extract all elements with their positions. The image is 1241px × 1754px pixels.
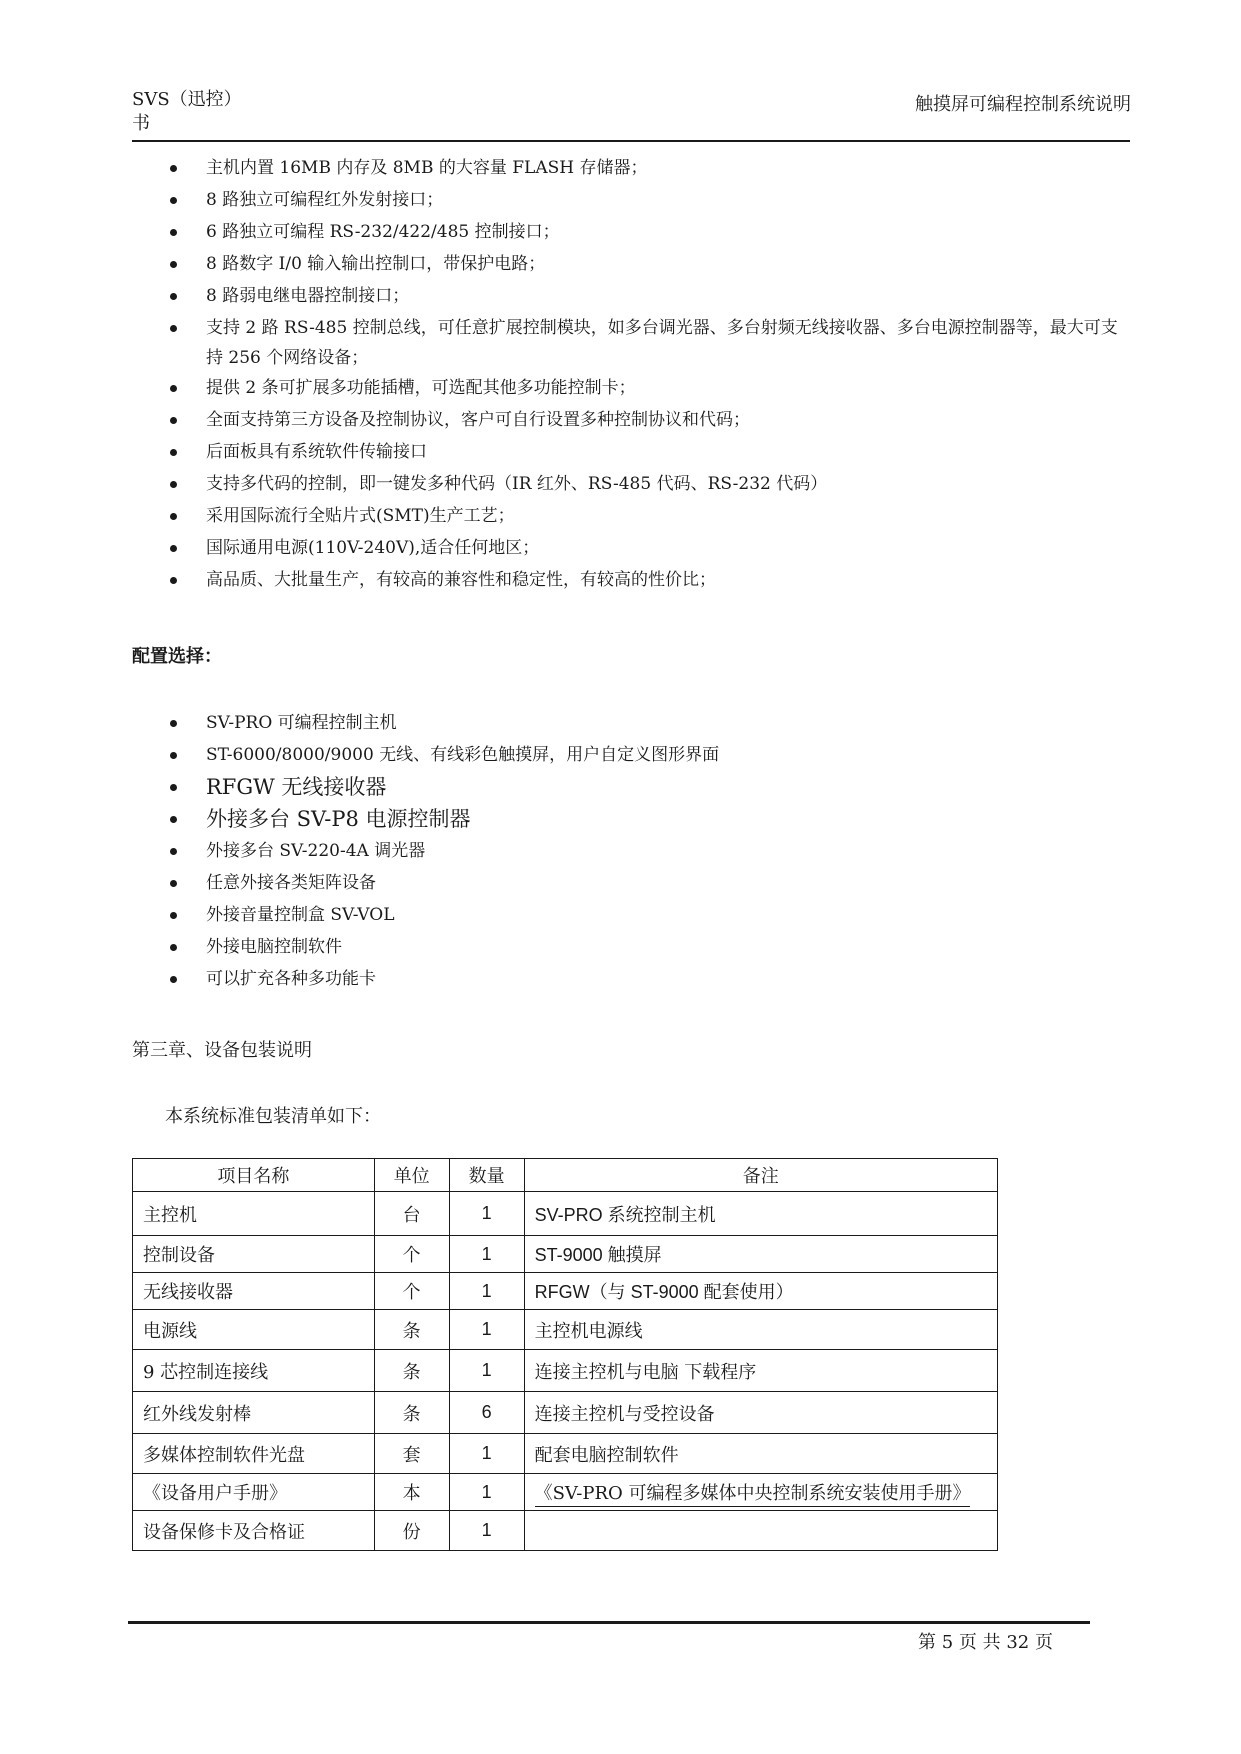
cell-name: 设备保修卡及合格证 [133, 1511, 375, 1551]
list-item: 外接多台 SV-220-4A 调光器 [166, 835, 719, 867]
cell-unit: 份 [374, 1511, 449, 1551]
cell-unit: 条 [374, 1310, 449, 1350]
config-title: 配置选择： [132, 646, 222, 667]
cell-qty: 1 [449, 1434, 524, 1474]
cell-unit: 条 [374, 1350, 449, 1392]
list-item: 外接多台 SV-P8 电源控制器 [166, 803, 719, 835]
cell-remark: SV-PRO 系统控制主机 [524, 1192, 997, 1236]
config-list [166, 707, 719, 995]
cell-qty: 1 [449, 1350, 524, 1392]
table-row [133, 1310, 998, 1350]
cell-qty: 6 [449, 1392, 524, 1434]
list-item: 外接电脑控制软件 [166, 931, 719, 963]
table-header-row [133, 1159, 998, 1192]
table-row [133, 1236, 998, 1273]
table-row [133, 1511, 998, 1551]
header-title: 触摸屏可编程控制系统说明 [915, 94, 1131, 115]
list-item: 可以扩充各种多功能卡 [166, 963, 719, 995]
table-row [133, 1392, 998, 1434]
cell-qty: 1 [449, 1474, 524, 1511]
table-row [133, 1350, 998, 1392]
list-item: 支持 2 路 RS-485 控制总线，可任意扩展控制模块，如多台调光器、多台射频无线接收器、多台电源控制器等，最大可支持 256 个网络设备； [166, 313, 1126, 373]
manual-title: 《SV-PRO 可编程多媒体中央控制系统安装使用手册》 [535, 1483, 971, 1507]
cell-unit: 个 [374, 1273, 449, 1310]
cell-name: 9 芯控制连接线 [133, 1350, 375, 1392]
cell-remark: 连接主控机与受控设备 [524, 1392, 997, 1434]
col-header-qty: 数量 [449, 1159, 524, 1192]
cell-name: 《设备用户手册》 [133, 1474, 375, 1511]
cell-name: 多媒体控制软件光盘 [133, 1434, 375, 1474]
cell-name: 无线接收器 [133, 1273, 375, 1310]
cell-remark [524, 1474, 997, 1511]
cell-unit: 个 [374, 1236, 449, 1273]
list-item: 6 路独立可编程 RS-232/422/485 控制接口； [166, 217, 1126, 249]
packing-table [132, 1158, 998, 1551]
cell-unit: 套 [374, 1434, 449, 1474]
cell-name: 红外线发射棒 [133, 1392, 375, 1434]
list-item: ST-6000/8000/9000 无线、有线彩色触摸屏，用户自定义图形界面 [166, 739, 719, 771]
cell-remark: 配套电脑控制软件 [524, 1434, 997, 1474]
page-number: 第 5 页 共 32 页 [918, 1632, 1053, 1653]
list-item: 8 路独立可编程红外发射接口； [166, 185, 1126, 217]
list-item: 提供 2 条可扩展多功能插槽，可选配其他多功能控制卡； [166, 373, 1126, 405]
list-item: 高品质、大批量生产，有较高的兼容性和稳定性，有较高的性价比； [166, 565, 1126, 597]
list-item: 全面支持第三方设备及控制协议，客户可自行设置多种控制协议和代码； [166, 405, 1126, 437]
cell-qty: 1 [449, 1236, 524, 1273]
cell-name: 控制设备 [133, 1236, 375, 1273]
header-brand: SVS（迅控） [132, 89, 242, 110]
cell-qty: 1 [449, 1310, 524, 1350]
col-header-name: 项目名称 [133, 1159, 375, 1192]
cell-remark: 主控机电源线 [524, 1310, 997, 1350]
col-header-remark: 备注 [524, 1159, 997, 1192]
table-row [133, 1273, 998, 1310]
list-item: 后面板具有系统软件传输接口 [166, 437, 1126, 469]
cell-unit: 条 [374, 1392, 449, 1434]
cell-unit: 本 [374, 1474, 449, 1511]
list-item: SV-PRO 可编程控制主机 [166, 707, 719, 739]
cell-name: 主控机 [133, 1192, 375, 1236]
list-item: 采用国际流行全贴片式(SMT)生产工艺； [166, 501, 1126, 533]
header-left [132, 88, 242, 136]
table-row [133, 1434, 998, 1474]
intro-text: 本系统标准包装清单如下： [165, 1106, 381, 1127]
cell-remark: ST-9000 触摸屏 [524, 1236, 997, 1273]
cell-remark: 连接主控机与电脑 下载程序 [524, 1350, 997, 1392]
list-item: 主机内置 16MB 内存及 8MB 的大容量 FLASH 存储器； [166, 153, 1126, 185]
table-row [133, 1192, 998, 1236]
table-row [133, 1474, 998, 1511]
list-item: 国际通用电源(110V-240V),适合任何地区； [166, 533, 1126, 565]
cell-remark [524, 1511, 997, 1551]
chapter-heading: 第三章、设备包装说明 [132, 1040, 312, 1061]
cell-unit: 台 [374, 1192, 449, 1236]
list-item: 支持多代码的控制，即一键发多种代码（IR 红外、RS-485 代码、RS-232 代码） [166, 469, 1126, 501]
list-item: 任意外接各类矩阵设备 [166, 867, 719, 899]
cell-name: 电源线 [133, 1310, 375, 1350]
list-item: 外接音量控制盒 SV-VOL [166, 899, 719, 931]
cell-remark: RFGW（与 ST-9000 配套使用） [524, 1273, 997, 1310]
list-item: RFGW 无线接收器 [166, 771, 719, 803]
list-item: 8 路数字 I/0 输入输出控制口，带保护电路； [166, 249, 1126, 281]
header-rule [132, 140, 1130, 142]
cell-qty: 1 [449, 1511, 524, 1551]
list-item: 8 路弱电继电器控制接口； [166, 281, 1126, 313]
cell-qty: 1 [449, 1273, 524, 1310]
col-header-unit: 单位 [374, 1159, 449, 1192]
cell-qty: 1 [449, 1192, 524, 1236]
feature-list [166, 153, 1126, 597]
header-brand-cont: 书 [132, 113, 150, 134]
footer-rule [128, 1621, 1090, 1624]
